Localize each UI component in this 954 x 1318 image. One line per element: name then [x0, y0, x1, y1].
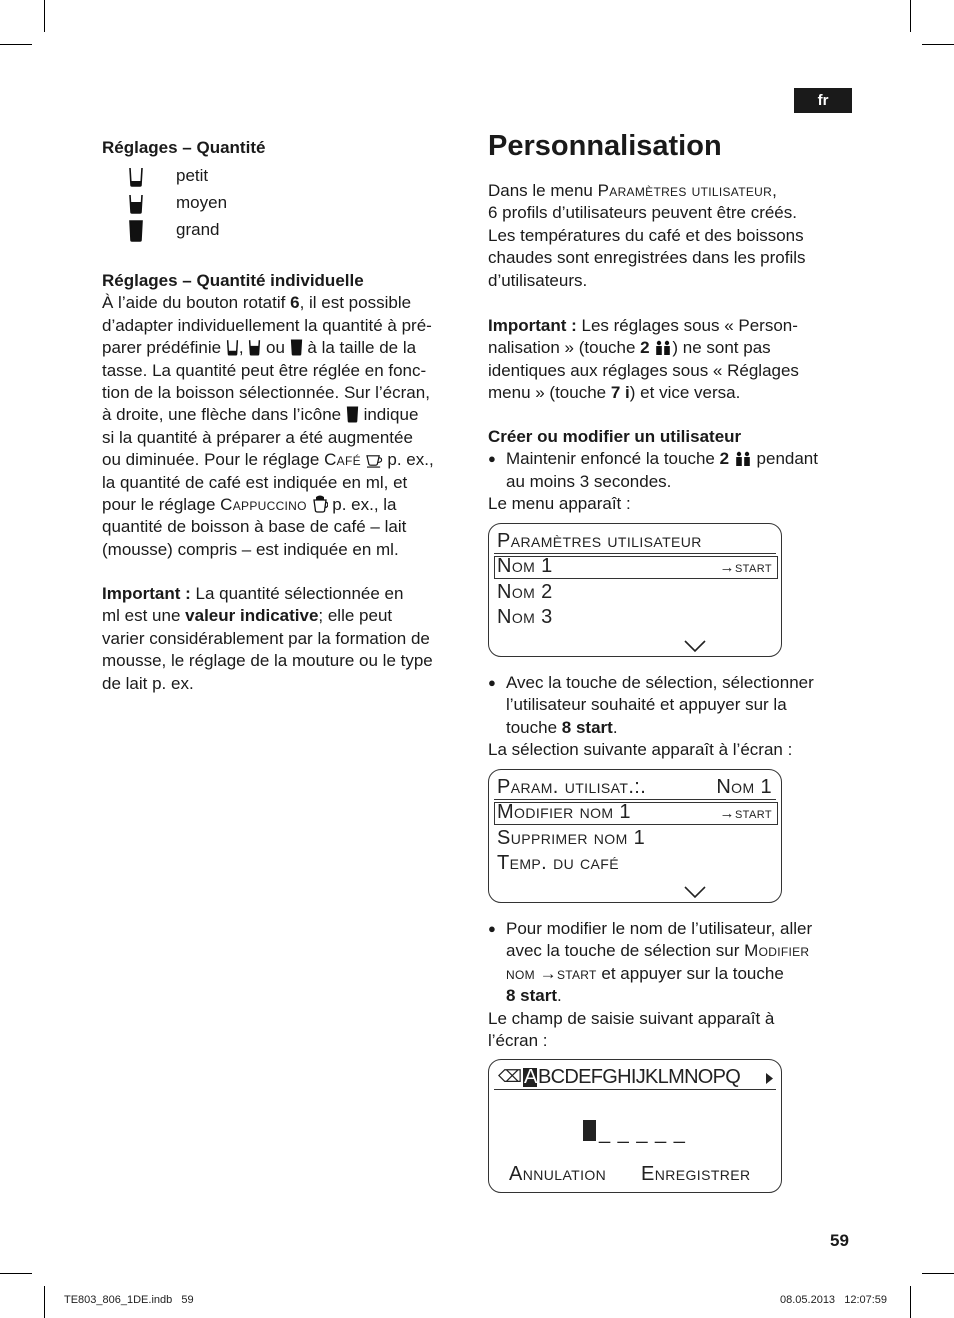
crop-mark [910, 1286, 911, 1318]
intro-paragraph [488, 180, 853, 292]
size-label: moyen [176, 193, 228, 212]
paragraph-line: pour le réglage Cappuccino p. ex., la [102, 495, 397, 515]
paragraph-line: d’utilisateurs. [488, 270, 588, 290]
paragraph-line: chaudes sont enregistrées dans les profils [488, 248, 806, 268]
lcd-start-label: →start [719, 805, 772, 822]
lcd-row: Nom 1 [497, 555, 553, 577]
small-cup-icon [128, 167, 144, 187]
paragraph-line: la quantité de café est indiquée en ml, et [102, 472, 408, 492]
select-user-section [488, 672, 853, 762]
lcd-row: Supprimer nom 1 [497, 827, 646, 849]
indiv-heading: Réglages – Quantité individuelle [102, 271, 364, 290]
paragraph-line: menu » (touche 7 i) et vice versa. [488, 383, 741, 403]
paragraph-line: À l’aide du bouton rotatif 6, il est possible [102, 293, 412, 313]
users-icon [734, 451, 752, 467]
paragraph-line: identiques aux réglages sous « Réglages [488, 360, 799, 380]
lcd-user-settings [488, 523, 782, 657]
crop-mark [0, 1273, 32, 1274]
backspace-icon: ⌫ [498, 1067, 523, 1086]
large-cup-icon [346, 406, 359, 423]
lcd-divider [494, 799, 776, 800]
page-number: 59 [830, 1231, 849, 1250]
size-label: grand [176, 220, 220, 239]
selected-letter-text: A [524, 1066, 538, 1088]
lcd-row: Modifier nom 1 [497, 801, 631, 823]
paragraph-line: de lait p. ex. [102, 673, 194, 693]
size-label: petit [176, 166, 209, 185]
paragraph-line: à droite, une flèche dans l’icône indique [102, 405, 419, 425]
language-tab: fr [794, 88, 852, 113]
paragraph-line: nalisation » (touche 2 ) ne sont pas [488, 338, 771, 358]
paragraph-line: mousse, le réglage de la mouture ou le type [102, 651, 433, 671]
crop-mark [910, 0, 911, 32]
modify-name-section [488, 918, 853, 1052]
lcd-user-params [488, 769, 782, 903]
cancel-label: Annulation [509, 1163, 607, 1185]
paragraph-line: ou diminuée. Pour le réglage Café p. ex., [102, 450, 434, 470]
paragraph-line: La sélection suivante apparaît à l’écran : [488, 740, 793, 760]
small-cup-icon [226, 339, 239, 356]
paragraph-line: tasse. La quantité peut être réglée en fonc- [102, 360, 427, 380]
name-placeholders: _ _ _ _ _ [599, 1122, 686, 1144]
lcd-divider [494, 553, 776, 554]
lcd-header: Paramètres utilisateur [497, 530, 702, 552]
lcd-header-value: Nom 1 [716, 776, 772, 798]
crop-mark [44, 0, 45, 32]
paragraph-line: tion de la boisson sélectionnée. Sur l’écran, [102, 383, 430, 403]
create-user-section [488, 426, 853, 516]
lcd-divider [494, 1089, 776, 1090]
lcd-start-label: →start [719, 559, 772, 576]
important-note-left [102, 583, 467, 695]
crop-mark [922, 44, 954, 45]
paragraph-line: l’écran : [488, 1031, 548, 1051]
large-cup-icon [128, 220, 144, 242]
page-title: Personnalisation [488, 130, 722, 162]
paragraph-line: Le menu apparaît : [488, 494, 631, 514]
chevron-down-icon [683, 885, 707, 899]
letter-row: BCDEFGHIJKLMNOPQ [538, 1066, 741, 1088]
paragraph-line: d’adapter individuellement la quantité à pré- [102, 315, 432, 335]
arrow-right-icon [765, 1072, 774, 1085]
footer-file: TE803_806_1DE.indb 59 [64, 1294, 194, 1306]
crop-mark [44, 1286, 45, 1318]
footer-date: 08.05.2013 12:07:59 [780, 1294, 888, 1306]
coffee-cup-icon [366, 453, 383, 468]
bullet-item: ● Maintenir enfoncé la touche 2 pendant au moins 3 secondes. [488, 448, 853, 493]
users-icon [654, 340, 672, 356]
paragraph-line: si la quantité à préparer a été augmentée [102, 427, 413, 447]
important-note-right [488, 315, 853, 405]
bullet-item: ● Pour modifier le nom de l’utilisateur, aller avec la touche de sélection sur Modifier nom →start et appuyer sur la touche 8 start. [488, 918, 853, 1008]
paragraph-line: quantité de boisson à base de café – lait [102, 517, 407, 537]
cappuccino-cup-icon [312, 495, 328, 513]
paragraph-line: Important : Les réglages sous « Person- [488, 316, 798, 335]
crop-mark [0, 44, 32, 45]
paragraph-line: (mousse) compris – est indiquée en ml. [102, 539, 399, 559]
lcd-header: Param. utilisat.:. [497, 776, 647, 798]
chevron-down-icon [683, 639, 707, 653]
paragraph-line: 6 profils d’utilisateurs peuvent être créés. [488, 203, 797, 223]
paragraph-line: Le champ de saisie suivant apparaît à [488, 1008, 775, 1028]
qty-heading: Réglages – Quantité [102, 138, 266, 157]
text-cursor [583, 1120, 596, 1141]
lcd-row: Nom 2 [497, 581, 553, 603]
large-cup-icon [290, 339, 303, 356]
medium-cup-icon [128, 194, 144, 214]
lcd-row: Nom 3 [497, 606, 553, 628]
indiv-section [102, 270, 467, 561]
lcd-row: Temp. du café [497, 852, 619, 874]
paragraph-line: Dans le menu Paramètres utilisateur, [488, 181, 777, 200]
section-heading: Créer ou modifier un utilisateur [488, 427, 742, 446]
paragraph-line: parer prédéfinie , ou à la taille de la [102, 338, 417, 358]
lcd-name-entry [488, 1059, 782, 1193]
paragraph-line: Les températures du café et des boissons [488, 225, 804, 245]
medium-cup-icon [248, 339, 261, 356]
paragraph-line: varier considérablement par la formation de [102, 628, 430, 648]
crop-mark [922, 1273, 954, 1274]
save-label: Enregistrer [641, 1163, 751, 1185]
paragraph-line: ml est une valeur indicative; elle peut [102, 606, 393, 626]
bullet-item: ● Avec la touche de sélection, sélectionner l’utilisateur souhaité et appuyer sur la touche 8 start. [488, 672, 853, 739]
paragraph-line: Important : La quantité sélectionnée en [102, 584, 404, 603]
